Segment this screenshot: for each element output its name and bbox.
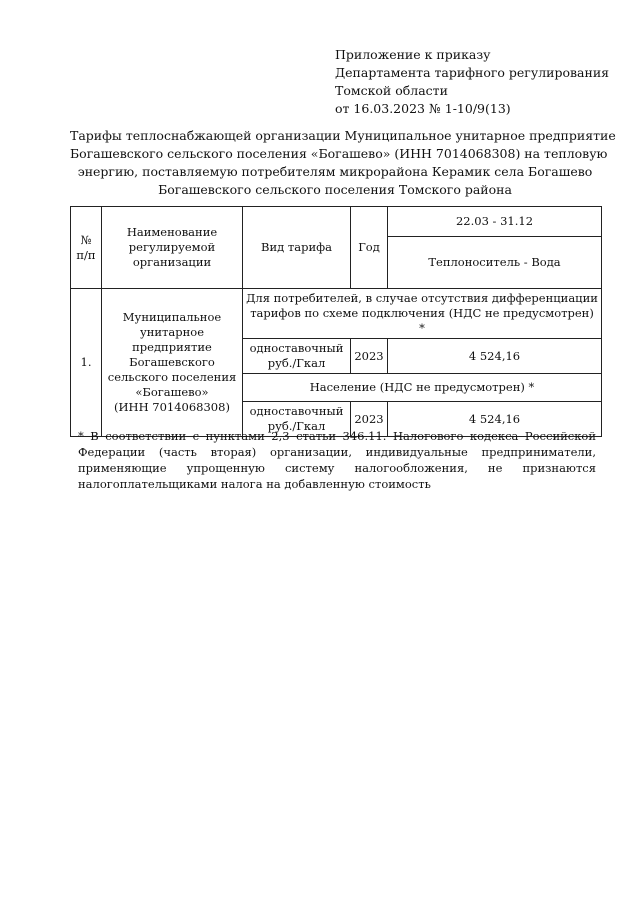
header-year: Год bbox=[351, 207, 388, 289]
tariff-value-cell: 4 524,16 bbox=[388, 402, 602, 437]
appendix-line: Томской области bbox=[335, 83, 448, 98]
tariff-value-cell: 4 524,16 bbox=[388, 339, 602, 374]
organization-line: «Богашево» bbox=[135, 385, 209, 399]
tariff-type-cell bbox=[243, 339, 351, 374]
header-carrier: Теплоноситель - Вода bbox=[388, 237, 602, 289]
year-cell: 2023 bbox=[351, 339, 388, 374]
appendix-line: Департамента тарифного регулирования bbox=[335, 65, 610, 80]
appendix-line: Приложение к приказу bbox=[335, 47, 491, 62]
consumer-group-line: тарифов по схеме подключения (НДС не предусмотрен) * bbox=[250, 306, 594, 335]
header-tariff-type: Вид тарифа bbox=[243, 207, 351, 289]
tariff-type-line: одноставочный bbox=[249, 341, 344, 355]
consumer-group-general bbox=[243, 289, 602, 339]
tariff-table bbox=[70, 206, 602, 437]
header-number bbox=[71, 207, 102, 289]
footnote: * В соответствии с пунктами 2,3 статьи 346.11. Налогового кодекса Российской Федерации (часть вторая) организации, индивидуальные предприниматели, применяющие упрощенную систему налогообложения, не признаются налогоплательщиками налога на добавленную стоимость bbox=[78, 429, 596, 491]
consumer-group-line: Для потребителей, в случае отсутствия дифференциации bbox=[246, 291, 598, 305]
organization-line: Муниципальное bbox=[122, 310, 222, 324]
header-org-line: организации bbox=[132, 255, 212, 269]
organization-line: сельского поселения bbox=[107, 370, 237, 384]
document-title bbox=[70, 127, 616, 199]
header-org-line: регулируемой bbox=[128, 240, 216, 254]
table-header-row bbox=[71, 207, 602, 237]
consumer-group-population: Население (НДС не предусмотрен) * bbox=[243, 374, 602, 402]
appendix-header bbox=[335, 46, 625, 118]
row-number: 1. bbox=[71, 289, 102, 437]
appendix-line: от 16.03.2023 № 1-10/9(13) bbox=[335, 101, 511, 116]
tariff-unit-line: руб./Гкал bbox=[267, 356, 326, 370]
title-line: энергию, поставляемую потребителям микрорайона Керамик села Богашево bbox=[77, 164, 593, 179]
organization-line: (ИНН 7014068308) bbox=[114, 400, 230, 414]
header-period: 22.03 - 31.12 bbox=[388, 207, 602, 237]
year-cell: 2023 bbox=[351, 402, 388, 437]
title-line: Богашевского сельского поселения «Богашево» (ИНН 7014068308) на тепловую bbox=[70, 146, 608, 161]
header-org-line: Наименование bbox=[126, 225, 218, 239]
title-line: Богашевского сельского поселения Томского района bbox=[158, 182, 512, 197]
organization-line: унитарное bbox=[139, 325, 205, 339]
organization-name bbox=[102, 289, 243, 437]
header-number-line: № bbox=[80, 232, 92, 247]
header-organization bbox=[102, 207, 243, 289]
tariff-unit-line: руб./Гкал bbox=[267, 419, 326, 433]
table-row bbox=[71, 289, 602, 339]
organization-line: Богашевского bbox=[129, 355, 215, 369]
header-number-line: п/п bbox=[76, 247, 96, 262]
tariff-type-line: одноставочный bbox=[249, 404, 344, 418]
organization-line: предприятие bbox=[132, 340, 212, 354]
title-line: Тарифы теплоснабжающей организации Муниципальное унитарное предприятие bbox=[70, 128, 616, 143]
